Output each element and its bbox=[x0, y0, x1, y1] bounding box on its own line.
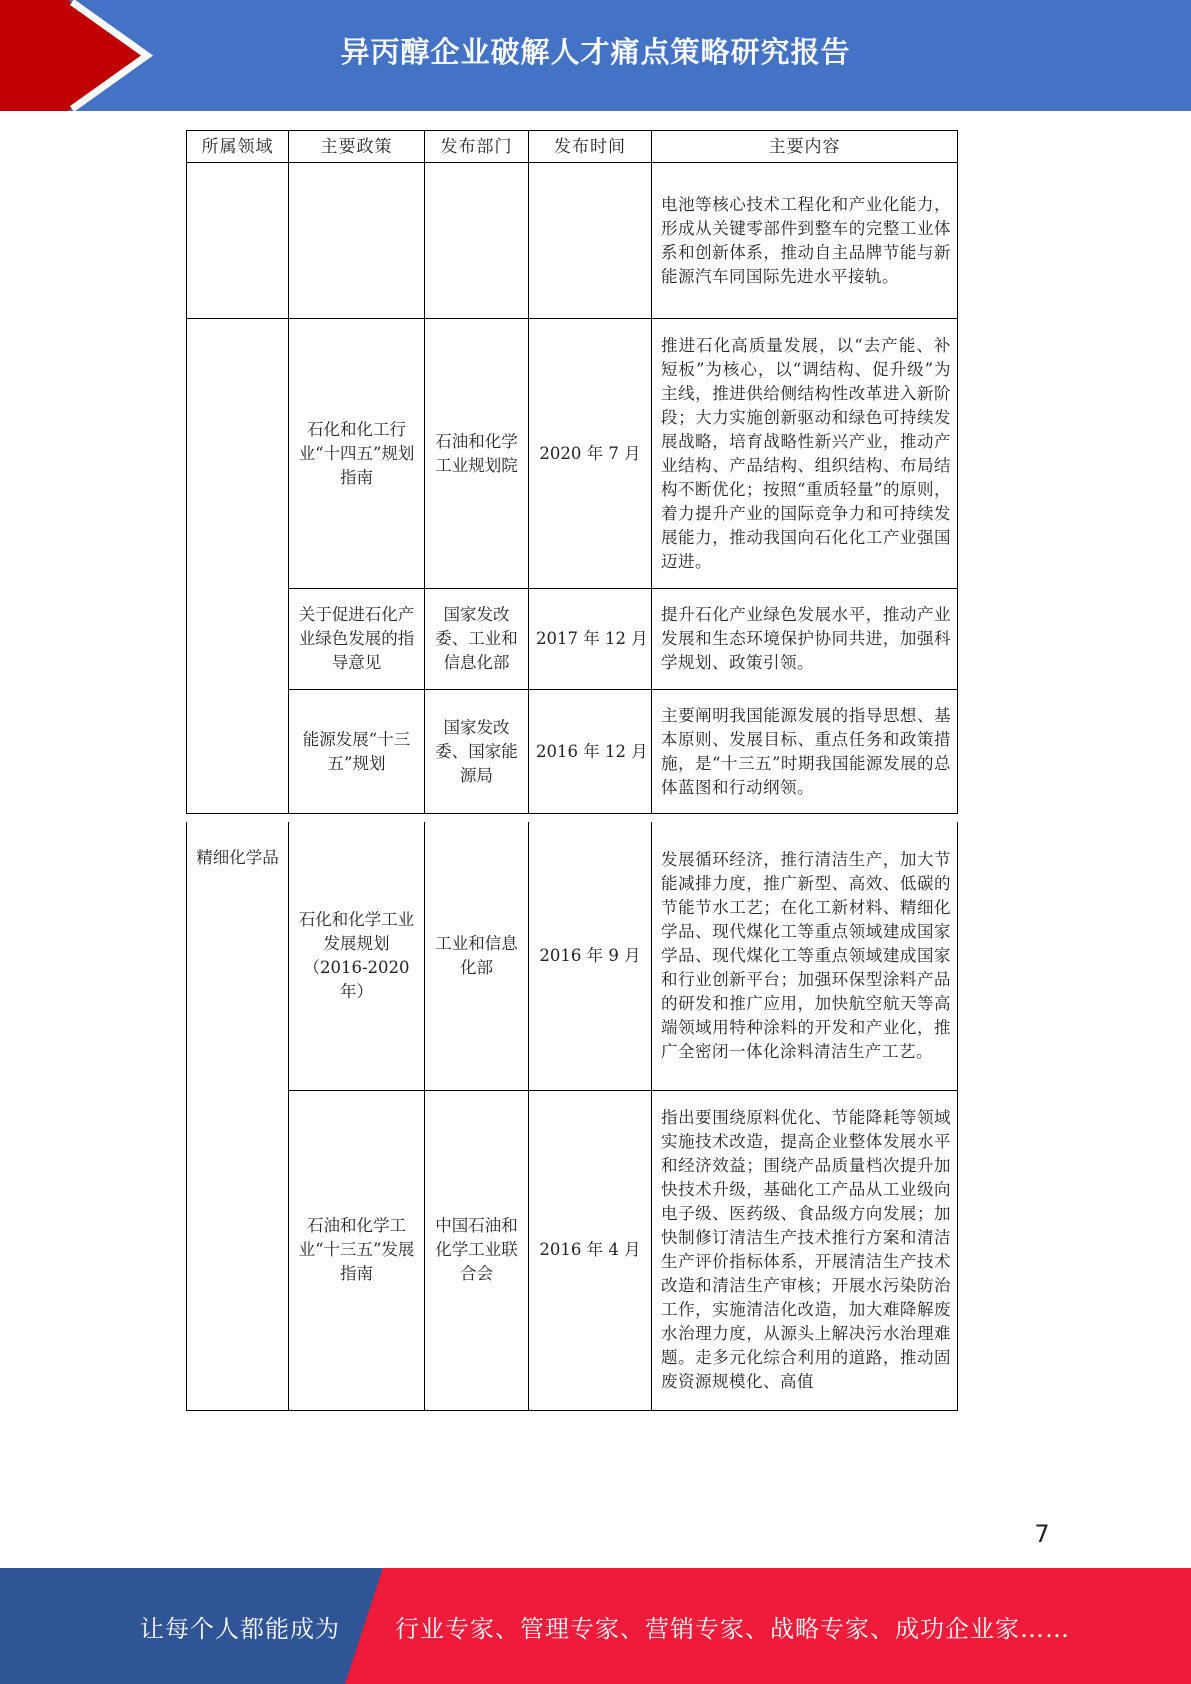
content-cell: 提升石化产业绿色发展水平，推动产业发展和生态环境保护协同共进，加强科学规划、政策引领。 bbox=[652, 589, 958, 690]
column-header: 所属领域 bbox=[187, 131, 289, 163]
table-row bbox=[187, 319, 958, 589]
department-cell: 中国石油和化学工业联合会 bbox=[425, 1090, 529, 1410]
policy-cell: 石油和化学工业“十三五”发展指南 bbox=[289, 1090, 425, 1410]
footer-banner bbox=[0, 1568, 1191, 1684]
policy-cell: 石化和化学工业发展规划（2016-2020年） bbox=[289, 822, 425, 1090]
table-row bbox=[187, 690, 958, 814]
policy-table-part-2 bbox=[186, 822, 958, 1411]
date-cell bbox=[529, 163, 652, 319]
policy-cell: 能源发展“十三五”规划 bbox=[289, 690, 425, 814]
table-row bbox=[187, 822, 958, 1090]
table-row bbox=[187, 163, 958, 319]
table-row bbox=[187, 589, 958, 690]
report-title: 异丙醇企业破解人才痛点策略研究报告 bbox=[340, 34, 851, 69]
area-cell bbox=[187, 319, 289, 814]
table-row bbox=[187, 1090, 958, 1410]
content-cell: 电池等核心技术工程化和产业化能力，形成从关键零部件到整车的完整工业体系和创新体系，推动自主品牌节能与新能源汽车同国际先进水平接轨。 bbox=[652, 163, 958, 319]
content-cell: 推进石化高质量发展，以“去产能、补短板”为核心，以“调结构、促升级”为主线，推进供给侧结构性改革进入新阶段；大力实施创新驱动和绿色可持续发展战略，培育战略性新兴产业，推动产业结构、产品结构、组织结构、布局结构不断优化；按照“重质轻量”的原则，着力提升产业的国际竞争力和可持续发展能力，推动我国向石化化工产业强国迈进。 bbox=[652, 319, 958, 589]
footer-slogan-left: 让每个人都能成为 bbox=[140, 1614, 340, 1643]
date-cell: 2020 年 7 月 bbox=[529, 319, 652, 589]
header-arrow-icon bbox=[0, 0, 160, 111]
date-cell: 2016 年 12 月 bbox=[529, 690, 652, 814]
column-header: 主要内容 bbox=[652, 131, 958, 163]
date-cell: 2016 年 9 月 bbox=[529, 822, 652, 1090]
policy-cell: 石化和化工行业“十四五”规划指南 bbox=[289, 319, 425, 589]
content-cell: 主要阐明我国能源发展的指导思想、基本原则、发展目标、重点任务和政策措施，是“十三五”时期我国能源发展的总体蓝图和行动纲领。 bbox=[652, 690, 958, 814]
content-cell: 发展循环经济，推行清洁生产，加大节能减排力度，推广新型、高效、低碳的节能节水工艺；在化工新材料、精细化学品、现代煤化工等重点领域建成国家学品、现代煤化工等重点领域建成国家和行业创新平台；加强环保型涂料产品的研发和推广应用，加快航空航天等高端领域用特种涂料的开发和产业化，推广全密闭一体化涂料清洁生产工艺。 bbox=[652, 822, 958, 1090]
page-number: 7 bbox=[1034, 1520, 1050, 1548]
footer-slogan-right: 行业专家、管理专家、营销专家、战略专家、成功企业家…… bbox=[395, 1614, 1070, 1643]
header-bar bbox=[0, 0, 1191, 111]
policy-cell: 关于促进石化产业绿色发展的指导意见 bbox=[289, 589, 425, 690]
policy-table-part-1 bbox=[186, 130, 958, 814]
column-header: 发布部门 bbox=[425, 131, 529, 163]
area-cell bbox=[187, 163, 289, 319]
department-cell: 国家发改委、国家能源局 bbox=[425, 690, 529, 814]
department-cell bbox=[425, 163, 529, 319]
date-cell: 2016 年 4 月 bbox=[529, 1090, 652, 1410]
department-cell: 石油和化学工业规划院 bbox=[425, 319, 529, 589]
date-cell: 2017 年 12 月 bbox=[529, 589, 652, 690]
department-cell: 工业和信息化部 bbox=[425, 822, 529, 1090]
department-cell: 国家发改委、工业和信息化部 bbox=[425, 589, 529, 690]
column-header: 主要政策 bbox=[289, 131, 425, 163]
content-cell: 指出要围绕原料优化、节能降耗等领域实施技术改造，提高企业整体发展水平和经济效益；围绕产品质量档次提升加快技术升级，基础化工产品从工业级向电子级、医药级、食品级方向发展；加快制修订清洁生产技术推行方案和清洁生产评价指标体系，开展清洁生产技术改造和清洁生产审核；开展水污染防治工作，实施清洁化改造，加大难降解废水治理力度，从源头上解决污水治理难题。走多元化综合利用的道路，推动固废资源规模化、高值 bbox=[652, 1090, 958, 1410]
policy-cell bbox=[289, 163, 425, 319]
table-header-row bbox=[187, 131, 958, 163]
area-cell: 精细化学品 bbox=[187, 822, 289, 1410]
column-header: 发布时间 bbox=[529, 131, 652, 163]
